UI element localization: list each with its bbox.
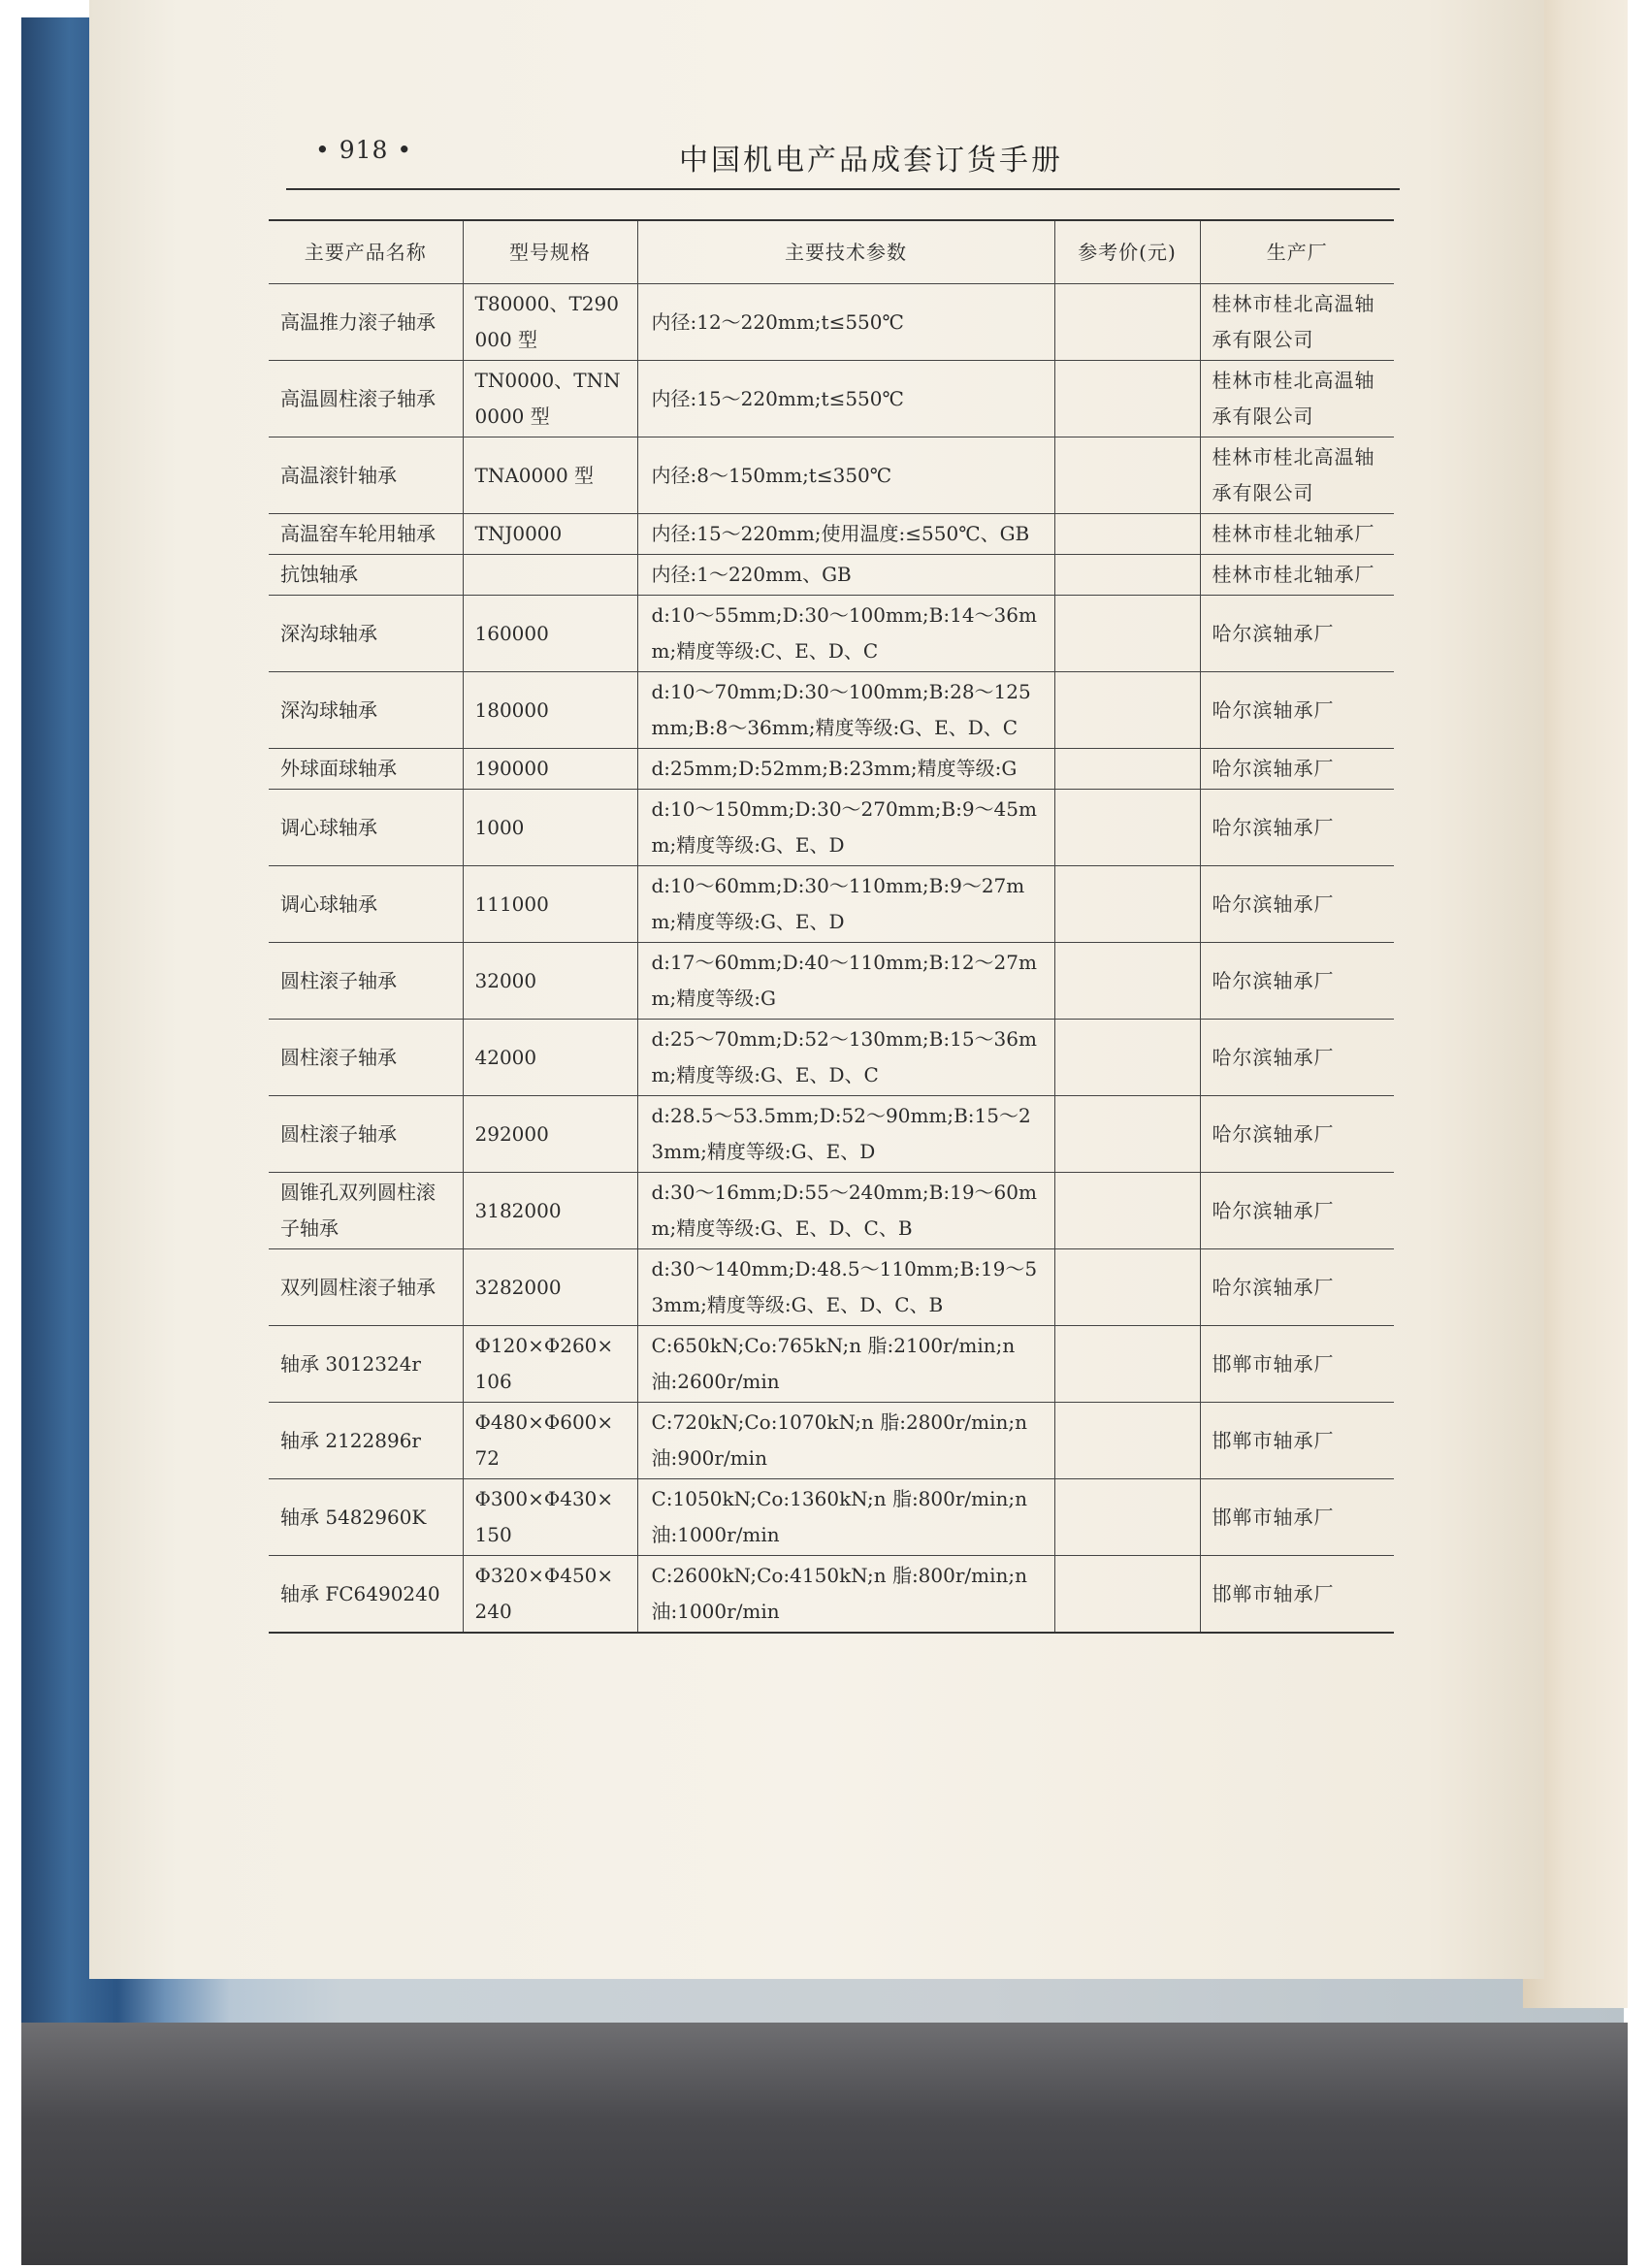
- manufacturer-cell: 邯郸市轴承厂: [1200, 1403, 1394, 1479]
- price-cell: [1054, 1479, 1200, 1556]
- manufacturer-cell: 哈尔滨轴承厂: [1200, 672, 1394, 749]
- price-cell: [1054, 866, 1200, 943]
- model-cell: Φ480×Φ600×72: [463, 1403, 637, 1479]
- model-cell: Φ120×Φ260×106: [463, 1326, 637, 1403]
- model-cell: Φ300×Φ430×150: [463, 1479, 637, 1556]
- model-cell: TNJ0000: [463, 514, 637, 555]
- manufacturer-cell: 哈尔滨轴承厂: [1200, 1096, 1394, 1173]
- tech-params-cell: d:28.5～53.5mm;D:52～90mm;B:15～23mm;精度等级:G、E、D: [637, 1096, 1054, 1173]
- manufacturer-cell: 哈尔滨轴承厂: [1200, 866, 1394, 943]
- tech-params-cell: d:25mm;D:52mm;B:23mm;精度等级:G: [637, 749, 1054, 790]
- column-header-product-name: 主要产品名称: [269, 220, 463, 284]
- model-cell: 1000: [463, 790, 637, 866]
- price-cell: [1054, 1096, 1200, 1173]
- table-body: [269, 284, 1394, 1634]
- price-cell: [1054, 596, 1200, 672]
- manufacturer-cell: 哈尔滨轴承厂: [1200, 943, 1394, 1020]
- column-header-price: 参考价(元): [1054, 220, 1200, 284]
- tech-params-cell: d:10～150mm;D:30～270mm;B:9～45mm;精度等级:G、E、D: [637, 790, 1054, 866]
- manufacturer-cell: 桂林市桂北高温轴承有限公司: [1200, 284, 1394, 361]
- model-cell: 42000: [463, 1020, 637, 1096]
- price-cell: [1054, 749, 1200, 790]
- product-name-cell: 轴承 5482960K: [269, 1479, 463, 1556]
- table-row: [269, 749, 1394, 790]
- tech-params-cell: C:1050kN;Co:1360kN;n 脂:800r/min;n 油:1000r/min: [637, 1479, 1054, 1556]
- table-row: [269, 943, 1394, 1020]
- tech-params-cell: 内径:1～220mm、GB: [637, 555, 1054, 596]
- manufacturer-cell: 哈尔滨轴承厂: [1200, 790, 1394, 866]
- tech-params-cell: d:25～70mm;D:52～130mm;B:15～36mm;精度等级:G、E、D、C: [637, 1020, 1054, 1096]
- manufacturer-cell: 桂林市桂北高温轴承有限公司: [1200, 361, 1394, 437]
- product-name-cell: 轴承 FC6490240: [269, 1556, 463, 1634]
- page-number: • 918 •: [315, 136, 413, 164]
- table-row: [269, 1173, 1394, 1249]
- model-cell: 3282000: [463, 1249, 637, 1326]
- table-row: [269, 1403, 1394, 1479]
- product-table: [269, 219, 1394, 1634]
- tech-params-cell: C:720kN;Co:1070kN;n 脂:2800r/min;n 油:900r/min: [637, 1403, 1054, 1479]
- manufacturer-cell: 桂林市桂北轴承厂: [1200, 555, 1394, 596]
- column-header-tech-params: 主要技术参数: [637, 220, 1054, 284]
- product-name-cell: 调心球轴承: [269, 790, 463, 866]
- manufacturer-cell: 邯郸市轴承厂: [1200, 1326, 1394, 1403]
- column-header-model: 型号规格: [463, 220, 637, 284]
- model-cell: 160000: [463, 596, 637, 672]
- product-name-cell: 双列圆柱滚子轴承: [269, 1249, 463, 1326]
- product-name-cell: 圆柱滚子轴承: [269, 943, 463, 1020]
- tech-params-cell: d:10～70mm;D:30～100mm;B:28～125mm;B:8～36mm;精度等级:G、E、D、C: [637, 672, 1054, 749]
- price-cell: [1054, 1326, 1200, 1403]
- product-name-cell: 圆柱滚子轴承: [269, 1020, 463, 1096]
- product-name-cell: 轴承 3012324r: [269, 1326, 463, 1403]
- model-cell: 292000: [463, 1096, 637, 1173]
- tech-params-cell: C:650kN;Co:765kN;n 脂:2100r/min;n 油:2600r/min: [637, 1326, 1054, 1403]
- tech-params-cell: d:10～55mm;D:30～100mm;B:14～36mm;精度等级:C、E、D、C: [637, 596, 1054, 672]
- product-name-cell: 抗蚀轴承: [269, 555, 463, 596]
- model-cell: T80000、T290000 型: [463, 284, 637, 361]
- product-name-cell: 深沟球轴承: [269, 672, 463, 749]
- price-cell: [1054, 555, 1200, 596]
- manufacturer-cell: 哈尔滨轴承厂: [1200, 1173, 1394, 1249]
- column-header-manufacturer: 生产厂: [1200, 220, 1394, 284]
- product-name-cell: 高温滚针轴承: [269, 437, 463, 514]
- model-cell: 190000: [463, 749, 637, 790]
- table-row: [269, 596, 1394, 672]
- product-name-cell: 高温推力滚子轴承: [269, 284, 463, 361]
- model-cell: 180000: [463, 672, 637, 749]
- manufacturer-cell: 哈尔滨轴承厂: [1200, 596, 1394, 672]
- header-row: [269, 220, 1394, 284]
- table-row: [269, 1479, 1394, 1556]
- product-name-cell: 调心球轴承: [269, 866, 463, 943]
- product-name-cell: 圆锥孔双列圆柱滚子轴承: [269, 1173, 463, 1249]
- tech-params-cell: 内径:8～150mm;t≤350℃: [637, 437, 1054, 514]
- model-cell: Φ320×Φ450×240: [463, 1556, 637, 1634]
- price-cell: [1054, 514, 1200, 555]
- product-name-cell: 圆柱滚子轴承: [269, 1096, 463, 1173]
- model-cell: [463, 555, 637, 596]
- table-header: [269, 220, 1394, 284]
- price-cell: [1054, 1249, 1200, 1326]
- table-row: [269, 1096, 1394, 1173]
- price-cell: [1054, 1556, 1200, 1634]
- price-cell: [1054, 284, 1200, 361]
- manufacturer-cell: 邯郸市轴承厂: [1200, 1479, 1394, 1556]
- product-name-cell: 深沟球轴承: [269, 596, 463, 672]
- product-name-cell: 轴承 2122896r: [269, 1403, 463, 1479]
- table-row: [269, 672, 1394, 749]
- price-cell: [1054, 1173, 1200, 1249]
- price-cell: [1054, 672, 1200, 749]
- product-name-cell: 高温窑车轮用轴承: [269, 514, 463, 555]
- table-row: [269, 361, 1394, 437]
- table-row: [269, 284, 1394, 361]
- table-row: [269, 437, 1394, 514]
- price-cell: [1054, 1020, 1200, 1096]
- table-row: [269, 1020, 1394, 1096]
- desk-background: [21, 2023, 1628, 2265]
- book-title: 中国机电产品成套订货手册: [679, 144, 1063, 178]
- table-row: [269, 555, 1394, 596]
- table-row: [269, 790, 1394, 866]
- price-cell: [1054, 437, 1200, 514]
- price-cell: [1054, 361, 1200, 437]
- table-row: [269, 1326, 1394, 1403]
- table-row: [269, 866, 1394, 943]
- manufacturer-cell: 桂林市桂北轴承厂: [1200, 514, 1394, 555]
- product-name-cell: 外球面球轴承: [269, 749, 463, 790]
- tech-params-cell: C:2600kN;Co:4150kN;n 脂:800r/min;n 油:1000r/min: [637, 1556, 1054, 1634]
- model-cell: 32000: [463, 943, 637, 1020]
- manufacturer-cell: 哈尔滨轴承厂: [1200, 1020, 1394, 1096]
- price-cell: [1054, 943, 1200, 1020]
- tech-params-cell: d:10～60mm;D:30～110mm;B:9～27mm;精度等级:G、E、D: [637, 866, 1054, 943]
- model-cell: TNA0000 型: [463, 437, 637, 514]
- manufacturer-cell: 哈尔滨轴承厂: [1200, 749, 1394, 790]
- tech-params-cell: 内径:15～220mm;使用温度:≤550℃、GB: [637, 514, 1054, 555]
- model-cell: 3182000: [463, 1173, 637, 1249]
- tech-params-cell: 内径:12～220mm;t≤550℃: [637, 284, 1054, 361]
- tech-params-cell: d:17～60mm;D:40～110mm;B:12～27mm;精度等级:G: [637, 943, 1054, 1020]
- tech-params-cell: 内径:15～220mm;t≤550℃: [637, 361, 1054, 437]
- product-name-cell: 高温圆柱滚子轴承: [269, 361, 463, 437]
- manufacturer-cell: 邯郸市轴承厂: [1200, 1556, 1394, 1634]
- price-cell: [1054, 790, 1200, 866]
- table-row: [269, 1249, 1394, 1326]
- table-row: [269, 1556, 1394, 1634]
- manufacturer-cell: 哈尔滨轴承厂: [1200, 1249, 1394, 1326]
- table-row: [269, 514, 1394, 555]
- tech-params-cell: d:30～140mm;D:48.5～110mm;B:19～53mm;精度等级:G、E、D、C、B: [637, 1249, 1054, 1326]
- price-cell: [1054, 1403, 1200, 1479]
- manufacturer-cell: 桂林市桂北高温轴承有限公司: [1200, 437, 1394, 514]
- model-cell: 111000: [463, 866, 637, 943]
- model-cell: TN0000、TNN0000 型: [463, 361, 637, 437]
- tech-params-cell: d:30～16mm;D:55～240mm;B:19～60mm;精度等级:G、E、D、C、B: [637, 1173, 1054, 1249]
- header-rule: [286, 188, 1400, 190]
